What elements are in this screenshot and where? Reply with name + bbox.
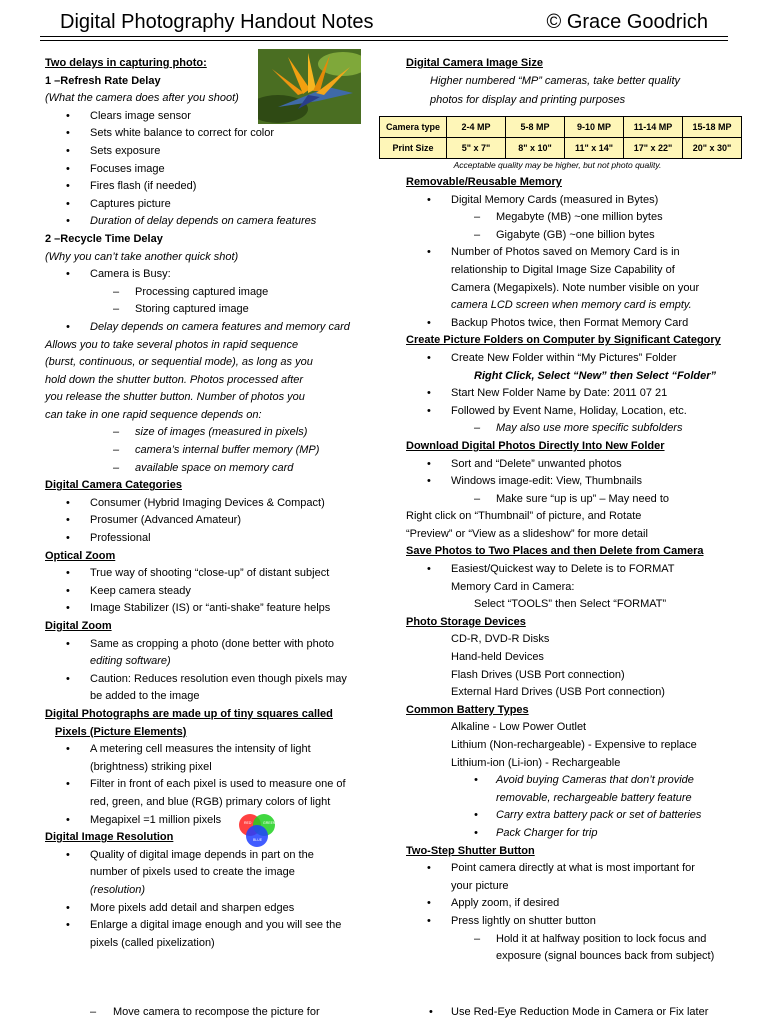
image-size-desc-line2: photos for display and printing purposes: [430, 94, 626, 106]
page-title: Digital Photography Handout Notes: [60, 11, 374, 33]
rgb-label-red: RED: [244, 821, 252, 825]
text-line: • More pixels add detail and sharpen edges: [45, 900, 363, 918]
text-line: • Enlarge a digital image enough and you will see the: [45, 917, 363, 935]
table-row-label: Print Size: [380, 138, 447, 159]
text-line: • Delay depends on camera features and memory card: [45, 319, 363, 337]
text-line: Select “TOOLS” then Select “FORMAT”: [474, 598, 667, 611]
text-line: exposure (signal bounces back from subject): [496, 950, 715, 963]
table-cell: 2-4 MP: [447, 117, 506, 138]
table-cell: 11" x 14": [565, 138, 624, 159]
text-line: be added to the image: [90, 690, 200, 703]
section-heading: Digital Image Resolution: [45, 831, 174, 844]
text-line: 2 –Recycle Time Delay: [45, 232, 163, 245]
text-line: CD-R, DVD-R Disks: [451, 633, 550, 646]
text-line: (brightness) striking pixel: [90, 760, 212, 773]
text-line: (What the camera does after you shoot): [45, 92, 239, 105]
text-line: red, green, and blue (RGB) primary colors of light: [90, 795, 331, 808]
text-line: • Consumer (Hybrid Imaging Devices & Compact): [45, 495, 363, 513]
text-line: number of pixels used to create the image: [90, 866, 295, 879]
section-heading: Two-Step Shutter Button: [406, 844, 535, 857]
section-heading: Download Digital Photos Directly Into New Folder: [406, 439, 665, 452]
text-line: editing software): [90, 655, 171, 668]
section-heading: Photo Storage Devices: [406, 615, 526, 628]
section-heading: Digital Photographs are made up of tiny squares called: [45, 707, 333, 720]
text-line: • Clears image sensor: [45, 108, 363, 126]
text-line: • Pack Charger for trip: [406, 825, 731, 843]
text-line: • Press lightly on shutter button: [406, 913, 731, 931]
header-rule: [40, 36, 728, 37]
text-line: Alkaline - Low Power Outlet: [451, 721, 587, 734]
text-line: • Captures picture: [45, 196, 363, 214]
text-line: (resolution): [90, 883, 146, 896]
text-line: • Professional: [45, 530, 363, 548]
section-heading: Create Picture Folders on Computer by Significant Category: [406, 334, 721, 347]
text-line: • Camera is Busy:: [45, 266, 363, 284]
header-rule-secondary: [40, 40, 728, 41]
section-heading: Digital Camera Categories: [45, 479, 182, 492]
text-line: • Sets exposure: [45, 143, 363, 161]
text-line: • Quality of digital image depends in part on the: [45, 847, 363, 865]
text-line: • Avoid buying Cameras that don’t provide: [406, 772, 731, 790]
table-cell: 5" x 7": [447, 138, 506, 159]
text-line: 1 –Refresh Rate Delay: [45, 74, 161, 87]
text-line: Memory Card in Camera:: [451, 580, 575, 593]
table-row-label: Camera type: [380, 117, 447, 138]
text-line: • Followed by Event Name, Holiday, Location, etc.: [406, 403, 731, 421]
text-line: – May also use more specific subfolders: [406, 420, 731, 438]
text-line: • Sort and “Delete” unwanted photos: [406, 456, 731, 474]
section-heading: Removable/Reusable Memory: [406, 176, 562, 188]
text-line: • Carry extra battery pack or set of batteries: [406, 807, 731, 825]
text-line: • A metering cell measures the intensity of light: [45, 741, 363, 759]
text-line: – Hold it at halfway position to lock focus and: [406, 931, 731, 949]
text-line: • Prosumer (Advanced Amateur): [45, 512, 363, 530]
text-line: Lithium (Non-rechargeable) - Expensive to replace: [451, 739, 697, 751]
text-line: Right Click, Select “New” then Select “Folder”: [474, 369, 717, 382]
text-line: • Same as cropping a photo (done better with photo: [45, 636, 363, 654]
text-line: • Image Stabilizer (IS) or “anti-shake” feature helps: [45, 600, 363, 618]
text-line: – Processing captured image: [45, 284, 363, 302]
text-line: your picture: [451, 879, 509, 892]
section-heading: Common Battery Types: [406, 703, 529, 716]
text-line: • Start New Folder Name by Date: 2011 07 21: [406, 385, 731, 403]
text-line: • Focuses image: [45, 161, 363, 179]
image-size-desc-line1: Higher numbered “MP” cameras, take better quality: [430, 75, 681, 87]
image-size-heading: Digital Camera Image Size: [406, 57, 543, 69]
text-line: – Make sure “up is up” – May need to: [406, 491, 731, 509]
text-line: • Easiest/Quickest way to Delete is to FORMAT: [406, 561, 731, 579]
rgb-label-green: GREEN: [263, 821, 276, 825]
section-heading: Two delays in capturing photo:: [45, 57, 207, 69]
text-line: removable, rechargeable battery feature: [496, 791, 692, 804]
text-line: • Sets white balance to correct for color: [45, 125, 363, 143]
text-line: • Create New Folder within “My Pictures” Folder: [406, 350, 731, 368]
list-item: – Move camera to recompose the picture for: [113, 1006, 320, 1018]
page-header: [0, 0, 768, 40]
text-line: • Fires flash (if needed): [45, 178, 363, 196]
table-cell: 15-18 MP: [683, 117, 742, 138]
text-line: you release the shutter button. Number of photos you: [45, 391, 305, 404]
text-line: – available space on memory card: [45, 460, 363, 478]
text-line: relationship to Digital Image Size Capability of: [451, 263, 675, 276]
text-line: External Hard Drives (USB Port connection): [451, 686, 665, 699]
text-line: • Keep camera steady: [45, 583, 363, 601]
text-line: – camera’s internal buffer memory (MP): [45, 442, 363, 460]
text-line: • Filter in front of each pixel is used to measure one of: [45, 776, 363, 794]
text-line: • True way of shooting “close-up” of distant subject: [45, 565, 363, 583]
table-row: [380, 138, 742, 159]
text-line: camera LCD screen when memory card is empty.: [451, 299, 692, 312]
text-line: can take in one rapid sequence depends on:: [45, 408, 262, 421]
print-size-table: [379, 116, 742, 159]
text-line: • Point camera directly at what is most important for: [406, 860, 731, 878]
table-cell: 5-8 MP: [506, 117, 565, 138]
text-line: • Backup Photos twice, then Format Memory Card: [406, 315, 731, 333]
right-column: [406, 174, 731, 966]
text-line: – size of images (measured in pixels): [45, 424, 363, 442]
table-cell: 9-10 MP: [565, 117, 624, 138]
table-cell: 20" x 30": [683, 138, 742, 159]
rgb-color-wheel-icon: [236, 812, 278, 848]
text-line: Allows you to take several photos in rapid sequence: [45, 338, 299, 351]
section-heading: Save Photos to Two Places and then Delete from Camera: [406, 545, 704, 558]
table-row: [380, 117, 742, 138]
text-line: pixels (called pixelization): [90, 936, 215, 949]
table-cell: 17" x 22": [624, 138, 683, 159]
text-line: “Preview” or “View as a slideshow” for more detail: [406, 527, 648, 540]
section-heading: Digital Zoom: [45, 620, 112, 632]
table-cell: 8" x 10": [506, 138, 565, 159]
text-line: • Caution: Reduces resolution even though pixels may: [45, 671, 363, 689]
section-heading: Optical Zoom: [45, 549, 116, 562]
rgb-label-blue: BLUE: [253, 838, 263, 842]
table-footnote: Acceptable quality may be higher, but not photo quality.: [453, 160, 662, 170]
text-line: • Duration of delay depends on camera features: [45, 213, 363, 231]
text-line: • Megapixel =1 million pixels: [45, 812, 363, 830]
text-line: – Megabyte (MB) ~one million bytes: [406, 209, 731, 227]
text-line: (Why you can’t take another quick shot): [45, 250, 239, 263]
text-line: Camera (Megapixels). Note number visible on your: [451, 281, 700, 294]
text-line: • Number of Photos saved on Memory Card is in: [406, 244, 731, 262]
text-line: • Windows image-edit: View, Thumbnails: [406, 473, 731, 491]
table-cell: 11-14 MP: [624, 117, 683, 138]
list-item: • Use Red-Eye Reduction Mode in Camera or Fix later: [451, 1006, 708, 1018]
text-line: • Apply zoom, if desired: [406, 895, 731, 913]
text-line: Hand-held Devices: [451, 651, 544, 664]
image-size-description: [430, 72, 730, 110]
text-line: (burst, continuous, or sequential mode), as long as you: [45, 356, 313, 369]
text-line: Flash Drives (USB Port connection): [451, 668, 625, 681]
text-line: hold down the shutter button. Photos processed after: [45, 373, 304, 386]
left-column: [45, 55, 363, 952]
text-line: • Digital Memory Cards (measured in Bytes): [406, 192, 731, 210]
text-line: Lithium-ion (Li-ion) - Rechargeable: [451, 756, 621, 769]
text-line: – Storing captured image: [45, 301, 363, 319]
text-line: Right click on “Thumbnail” of picture, and Rotate: [406, 510, 642, 523]
text-line: – Gigabyte (GB) ~one billion bytes: [406, 227, 731, 245]
author-credit: © Grace Goodrich: [546, 11, 708, 33]
section-heading: Pixels (Picture Elements): [55, 725, 187, 738]
